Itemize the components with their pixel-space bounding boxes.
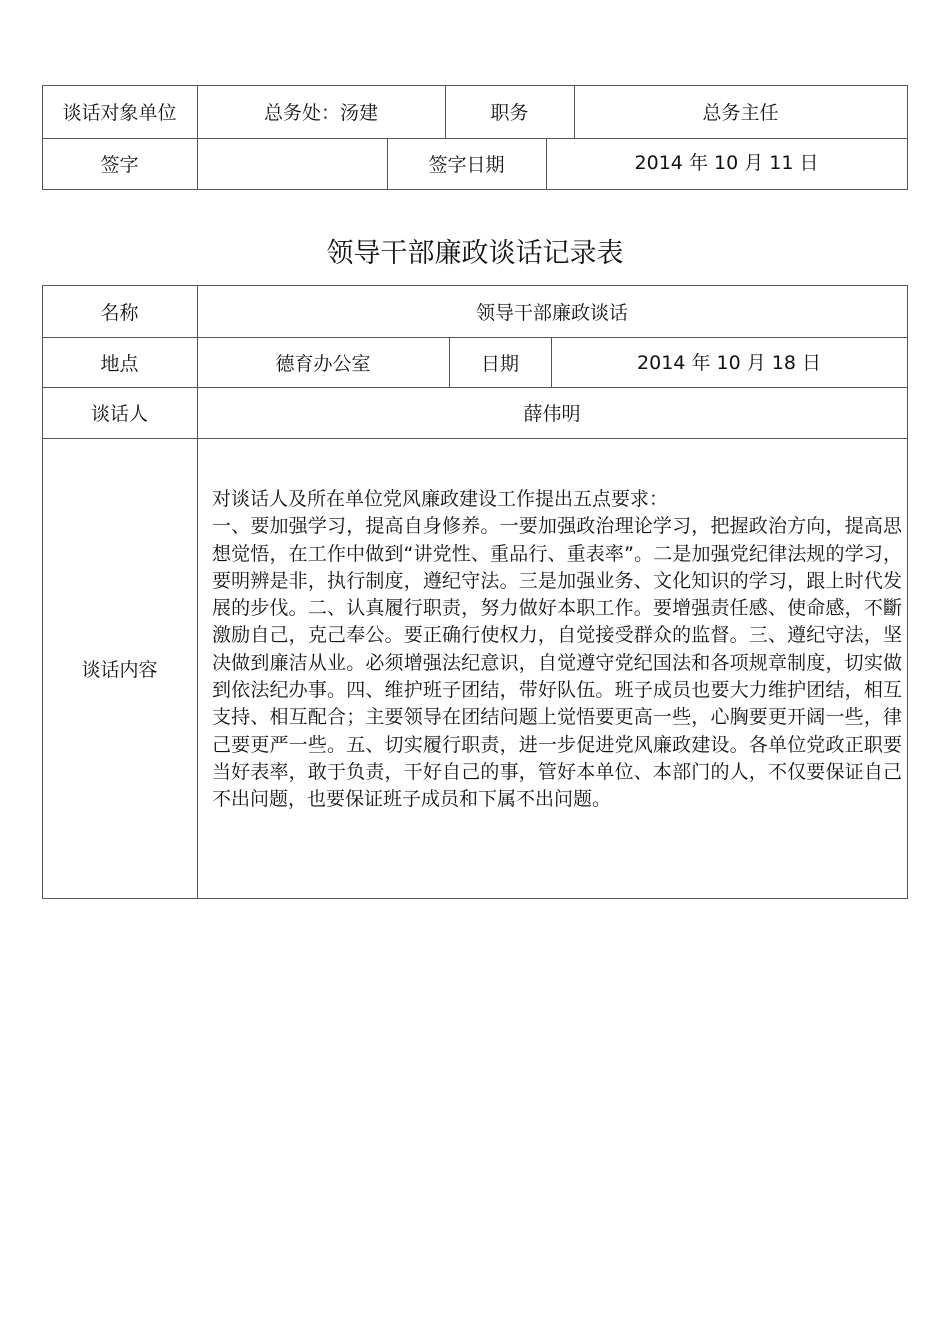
name-label: 名称 bbox=[100, 301, 139, 324]
content-body: 一、要加强学习，提高自身修养。一要加强政治理论学习，把握政治方向，提高思想觉悟，在工作中做到“讲党性、重品行、重表率”。二是加强党纪律法规的学习，要明辨是非，执行制度，遵纪守法。三是加强业务、文化知识的学习，跟上时代发展的步伐。二、认真履行职责，努力做好本职工作。要增强责任感、使命感，不斷激励自己，克己奉公。要正确行使权力，自觉接受群众的监督。三、遵纪守法，坚决做到廉洁从业。必须增强法纪意识，自觉遵守党纪国法和各项规章制度，切实做到依法纪办事。四、维护班子团结，带好队伍。班子成员也要大力维护团结，相互支持、相互配合；主要领导在团结问题上觉悟要更高一些，心胸要更开阔一些，律己要更严一些。五、切实履行职责，进一步促进党风廉政建设。各单位党政正职要当好表率，敢于负责，干好自己的事，管好本单位、本部门的人，不仅要保证自己不出问题，也要保证班子成员和下属不出问题。 bbox=[212, 515, 902, 811]
position-label: 职务 bbox=[490, 102, 529, 124]
sign-date-value: 2014 年 10 月 11 日 bbox=[634, 151, 819, 174]
speaker-value: 薛伟明 bbox=[523, 403, 581, 425]
speaker-label: 谈话人 bbox=[90, 403, 148, 425]
position-value: 总务主任 bbox=[702, 102, 779, 124]
signature-label: 签字 bbox=[100, 154, 139, 176]
unit-label: 谈话对象单位 bbox=[62, 102, 177, 124]
unit-value: 总务处：汤建 bbox=[263, 102, 378, 124]
place-label: 地点 bbox=[100, 352, 139, 375]
page-title: 领导干部廉政谈话记录表 bbox=[326, 238, 624, 269]
name-value: 领导干部廉政谈话 bbox=[475, 301, 628, 324]
table-border bbox=[42, 898, 908, 899]
table-border bbox=[907, 85, 908, 190]
date-label: 日期 bbox=[480, 352, 519, 375]
content-label: 谈话内容 bbox=[81, 658, 158, 681]
date-value: 2014 年 10 月 18 日 bbox=[637, 351, 821, 374]
content-intro: 对谈话人及所在单位党风廉政建设工作提出五点要求： bbox=[212, 488, 669, 510]
talk-content bbox=[212, 486, 902, 814]
table-border bbox=[42, 189, 908, 190]
sign-date-label: 签字日期 bbox=[428, 154, 505, 176]
place-value: 德育办公室 bbox=[275, 352, 371, 375]
signature-field bbox=[197, 138, 387, 189]
table-border bbox=[907, 285, 908, 899]
